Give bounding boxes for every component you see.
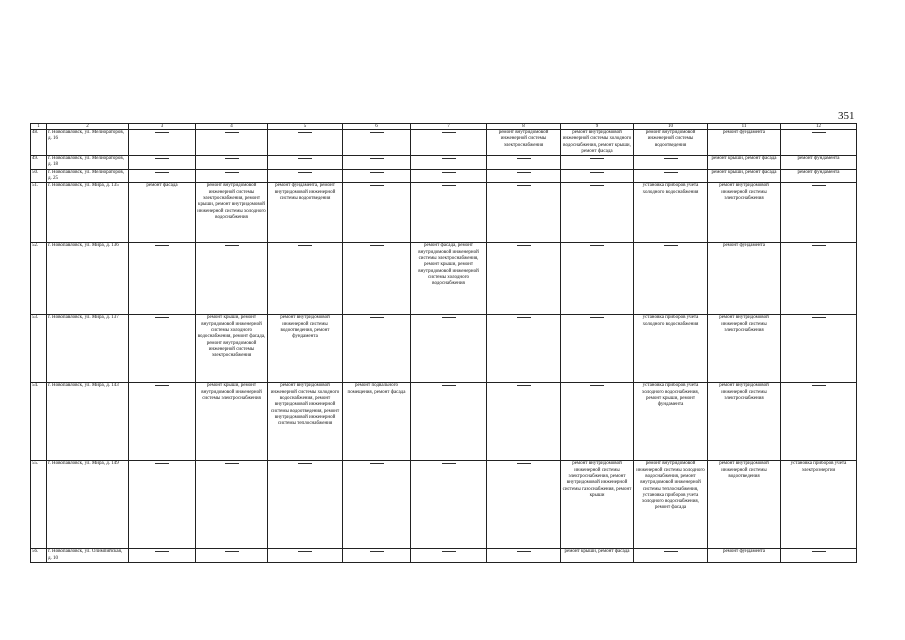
work-type-cell: ремонт крыши, ремонт фасада bbox=[708, 169, 781, 183]
dash-mark bbox=[442, 132, 456, 133]
no-work-cell bbox=[781, 130, 857, 156]
dash-mark bbox=[370, 172, 384, 173]
no-work-cell bbox=[634, 169, 708, 183]
work-type-cell: ремонт внутридомовой инженерной системы холодного водоснабжения, ремонт внутридомовой инженерной системы водоотведения, ремонт внутридомовой инженерной системы теплоснабжения bbox=[268, 383, 343, 461]
no-work-cell bbox=[196, 169, 268, 183]
work-type-cell: ремонт крыши, ремонт фасада bbox=[561, 549, 634, 563]
no-work-cell bbox=[561, 383, 634, 461]
no-work-cell bbox=[487, 156, 561, 170]
work-type-cell: установка приборов учета холодного водоснабжения bbox=[634, 183, 708, 243]
no-work-cell bbox=[343, 549, 411, 563]
no-work-cell bbox=[196, 549, 268, 563]
table-row bbox=[31, 130, 857, 156]
no-work-cell bbox=[634, 549, 708, 563]
no-work-cell bbox=[561, 183, 634, 243]
no-work-cell bbox=[129, 315, 196, 383]
work-type-cell: ремонт внутридомовой инженерной системы водоотведения bbox=[708, 461, 781, 549]
work-type-cell: ремонт внутридомовой инженерной системы водоотведения, ремонт фундамента bbox=[268, 315, 343, 383]
dash-mark bbox=[812, 551, 826, 552]
address-cell: г. Новопавловск, ул. Олимпийская, д. 10 bbox=[47, 549, 129, 563]
dash-mark bbox=[155, 551, 169, 552]
column-number-header: 3 bbox=[129, 124, 196, 130]
no-work-cell bbox=[343, 183, 411, 243]
dash-mark bbox=[298, 463, 312, 464]
dash-mark bbox=[155, 463, 169, 464]
no-work-cell bbox=[343, 461, 411, 549]
no-work-cell bbox=[411, 169, 487, 183]
work-type-cell: установка приборов учета электроэнергии bbox=[781, 461, 857, 549]
no-work-cell bbox=[487, 183, 561, 243]
row-number-cell: 52. bbox=[31, 243, 47, 315]
column-number-header: 11 bbox=[708, 124, 781, 130]
no-work-cell bbox=[411, 461, 487, 549]
work-type-cell: ремонт внутридомовой инженерной системы электроснабжения bbox=[708, 183, 781, 243]
dash-mark bbox=[225, 551, 239, 552]
dash-mark bbox=[590, 385, 604, 386]
dash-mark bbox=[225, 245, 239, 246]
no-work-cell bbox=[196, 461, 268, 549]
dash-mark bbox=[370, 317, 384, 318]
no-work-cell bbox=[268, 549, 343, 563]
work-type-cell: ремонт фундамента, ремонт внутридомовой инженерной системы водоотведения bbox=[268, 183, 343, 243]
table-row bbox=[31, 183, 857, 243]
no-work-cell bbox=[781, 243, 857, 315]
table-row bbox=[31, 156, 857, 170]
dash-mark bbox=[370, 245, 384, 246]
work-type-cell: ремонт внутридомовой инженерной системы электроснабжения bbox=[708, 383, 781, 461]
address-cell: г. Новопавловск, ул. Мира, д. 136 bbox=[47, 243, 129, 315]
no-work-cell bbox=[411, 549, 487, 563]
no-work-cell bbox=[487, 243, 561, 315]
no-work-cell bbox=[268, 169, 343, 183]
dash-mark bbox=[590, 185, 604, 186]
dash-mark bbox=[812, 132, 826, 133]
work-type-cell: ремонт фундамента bbox=[781, 169, 857, 183]
no-work-cell bbox=[487, 383, 561, 461]
dash-mark bbox=[225, 132, 239, 133]
dash-mark bbox=[664, 551, 678, 552]
column-number-header: 6 bbox=[343, 124, 411, 130]
no-work-cell bbox=[561, 169, 634, 183]
no-work-cell bbox=[411, 156, 487, 170]
no-work-cell bbox=[196, 243, 268, 315]
row-number-cell: 50. bbox=[31, 169, 47, 183]
address-cell: г. Новопавловск, ул. Мира, д. 137 bbox=[47, 315, 129, 383]
dash-mark bbox=[225, 158, 239, 159]
dash-mark bbox=[590, 158, 604, 159]
row-number-cell: 56. bbox=[31, 549, 47, 563]
dash-mark bbox=[664, 172, 678, 173]
column-number-header: 4 bbox=[196, 124, 268, 130]
work-type-cell: ремонт фасада bbox=[129, 183, 196, 243]
dash-mark bbox=[442, 185, 456, 186]
dash-mark bbox=[812, 385, 826, 386]
no-work-cell bbox=[634, 243, 708, 315]
work-type-cell: ремонт внутридомовой инженерной системы электроснабжения, ремонт крыши, ремонт внутридомовой инженерной системы холодного водоснабжения bbox=[196, 183, 268, 243]
no-work-cell bbox=[561, 156, 634, 170]
dash-mark bbox=[298, 158, 312, 159]
dash-mark bbox=[812, 245, 826, 246]
no-work-cell bbox=[487, 461, 561, 549]
address-cell: г. Новопавловск, ул. Мелиораторов, д. 16 bbox=[47, 130, 129, 156]
address-cell: г. Новопавловск, ул. Мелиораторов, д. 25 bbox=[47, 169, 129, 183]
dash-mark bbox=[517, 463, 531, 464]
column-number-header: 1 bbox=[31, 124, 47, 130]
dash-mark bbox=[370, 551, 384, 552]
no-work-cell bbox=[781, 549, 857, 563]
row-number-cell: 48. bbox=[31, 130, 47, 156]
no-work-cell bbox=[411, 383, 487, 461]
no-work-cell bbox=[411, 315, 487, 383]
dash-mark bbox=[225, 463, 239, 464]
address-cell: г. Новопавловск, ул. Мира, д. 149 bbox=[47, 461, 129, 549]
dash-mark bbox=[442, 385, 456, 386]
work-type-cell: ремонт внутридомовой инженерной системы холодного водоснабжения, ремонт крыши, ремонт фасада bbox=[561, 130, 634, 156]
table-body bbox=[31, 124, 857, 563]
dash-mark bbox=[590, 172, 604, 173]
dash-mark bbox=[664, 158, 678, 159]
no-work-cell bbox=[343, 156, 411, 170]
dash-mark bbox=[517, 185, 531, 186]
no-work-cell bbox=[487, 315, 561, 383]
work-type-cell: ремонт внутридомовой инженерной системы водоотведения bbox=[634, 130, 708, 156]
dash-mark bbox=[298, 245, 312, 246]
work-type-cell: ремонт фундамента bbox=[708, 549, 781, 563]
dash-mark bbox=[517, 172, 531, 173]
column-number-header: 10 bbox=[634, 124, 708, 130]
work-type-cell: ремонт внутридомовой инженерной системы электроснабжения, ремонт внутридомовой инженерной системы газоснабжения, ремонт крыши bbox=[561, 461, 634, 549]
column-number-header: 12 bbox=[781, 124, 857, 130]
no-work-cell bbox=[781, 315, 857, 383]
table-row bbox=[31, 549, 857, 563]
row-number-cell: 51. bbox=[31, 183, 47, 243]
dash-mark bbox=[370, 132, 384, 133]
no-work-cell bbox=[561, 315, 634, 383]
no-work-cell bbox=[411, 130, 487, 156]
no-work-cell bbox=[196, 156, 268, 170]
row-number-cell: 53. bbox=[31, 315, 47, 383]
work-type-cell: ремонт фундамента bbox=[708, 243, 781, 315]
no-work-cell bbox=[268, 130, 343, 156]
dash-mark bbox=[517, 245, 531, 246]
work-type-cell: ремонт фундамента bbox=[708, 130, 781, 156]
dash-mark bbox=[442, 463, 456, 464]
table-row bbox=[31, 315, 857, 383]
work-type-cell: ремонт внутридомовой инженерной системы электроснабжения bbox=[487, 130, 561, 156]
no-work-cell bbox=[411, 183, 487, 243]
table-row bbox=[31, 383, 857, 461]
no-work-cell bbox=[781, 383, 857, 461]
no-work-cell bbox=[343, 243, 411, 315]
no-work-cell bbox=[129, 461, 196, 549]
no-work-cell bbox=[268, 461, 343, 549]
dash-mark bbox=[155, 245, 169, 246]
work-type-cell: установка приборов учета холодного водоснабжения bbox=[634, 315, 708, 383]
row-number-cell: 49. bbox=[31, 156, 47, 170]
no-work-cell bbox=[129, 130, 196, 156]
dash-mark bbox=[298, 172, 312, 173]
column-number-header: 5 bbox=[268, 124, 343, 130]
no-work-cell bbox=[487, 549, 561, 563]
address-cell: г. Новопавловск, ул. Мира, д. 143 bbox=[47, 383, 129, 461]
no-work-cell bbox=[129, 549, 196, 563]
no-work-cell bbox=[268, 156, 343, 170]
no-work-cell bbox=[343, 315, 411, 383]
row-number-cell: 54. bbox=[31, 383, 47, 461]
no-work-cell bbox=[343, 130, 411, 156]
work-type-cell: ремонт крыши, ремонт фасада bbox=[708, 156, 781, 170]
column-number-header: 9 bbox=[561, 124, 634, 130]
no-work-cell bbox=[561, 243, 634, 315]
dash-mark bbox=[442, 158, 456, 159]
no-work-cell bbox=[129, 243, 196, 315]
dash-mark bbox=[298, 551, 312, 552]
address-cell: г. Новопавловск, ул. Мира, д. 135 bbox=[47, 183, 129, 243]
no-work-cell bbox=[129, 169, 196, 183]
dash-mark bbox=[155, 158, 169, 159]
table-row bbox=[31, 243, 857, 315]
work-type-cell: установка приборов учета холодного водоснабжения, ремонт крыши, ремонт фундамента bbox=[634, 383, 708, 461]
dash-mark bbox=[225, 172, 239, 173]
dash-mark bbox=[298, 132, 312, 133]
work-type-cell: ремонт крыши, ремонт внутридомовой инженерной системы электроснабжения bbox=[196, 383, 268, 461]
dash-mark bbox=[155, 132, 169, 133]
work-type-cell: ремонт фундамента bbox=[781, 156, 857, 170]
dash-mark bbox=[812, 185, 826, 186]
no-work-cell bbox=[129, 156, 196, 170]
table-row bbox=[31, 461, 857, 549]
dash-mark bbox=[517, 317, 531, 318]
address-cell: г. Новопавловск, ул. Мелиораторов, д. 18 bbox=[47, 156, 129, 170]
dash-mark bbox=[442, 317, 456, 318]
column-number-header: 2 bbox=[47, 124, 129, 130]
no-work-cell bbox=[196, 130, 268, 156]
work-type-cell: ремонт подвального помещения, ремонт фасада bbox=[343, 383, 411, 461]
dash-mark bbox=[370, 185, 384, 186]
work-type-cell: ремонт внутридомовой инженерной системы электроснабжения bbox=[708, 315, 781, 383]
dash-mark bbox=[155, 385, 169, 386]
dash-mark bbox=[517, 551, 531, 552]
no-work-cell bbox=[634, 156, 708, 170]
work-type-cell: ремонт фасада, ремонт внутридомовой инженерной системы электроснабжения, ремонт крыши, ремонт внутридомовой инженерной системы холодного водоснабжения bbox=[411, 243, 487, 315]
work-type-cell: ремонт внутридомовой инженерной системы холодного водоснабжения, ремонт внутридомовой инженерной системы теплоснабжения, установка приборов учета холодного водоснабжения, ремонт фасада bbox=[634, 461, 708, 549]
no-work-cell bbox=[487, 169, 561, 183]
no-work-cell bbox=[129, 383, 196, 461]
dash-mark bbox=[812, 317, 826, 318]
dash-mark bbox=[442, 551, 456, 552]
repair-schedule-table bbox=[30, 123, 857, 563]
no-work-cell bbox=[781, 183, 857, 243]
dash-mark bbox=[590, 245, 604, 246]
column-number-header: 8 bbox=[487, 124, 561, 130]
row-number-cell: 55. bbox=[31, 461, 47, 549]
no-work-cell bbox=[343, 169, 411, 183]
work-type-cell: ремонт крыши, ремонт внутридомовой инженерной системы холодного водоснабжения, ремонт фасада, ремонт внутридомовой инженерной системы электроснабжения bbox=[196, 315, 268, 383]
table-row bbox=[31, 169, 857, 183]
dash-mark bbox=[517, 158, 531, 159]
column-number-header: 7 bbox=[411, 124, 487, 130]
dash-mark bbox=[590, 317, 604, 318]
dash-mark bbox=[370, 158, 384, 159]
no-work-cell bbox=[268, 243, 343, 315]
dash-mark bbox=[155, 172, 169, 173]
page-number: 351 bbox=[838, 110, 855, 122]
dash-mark bbox=[442, 172, 456, 173]
dash-mark bbox=[664, 245, 678, 246]
dash-mark bbox=[155, 317, 169, 318]
dash-mark bbox=[370, 463, 384, 464]
dash-mark bbox=[517, 385, 531, 386]
